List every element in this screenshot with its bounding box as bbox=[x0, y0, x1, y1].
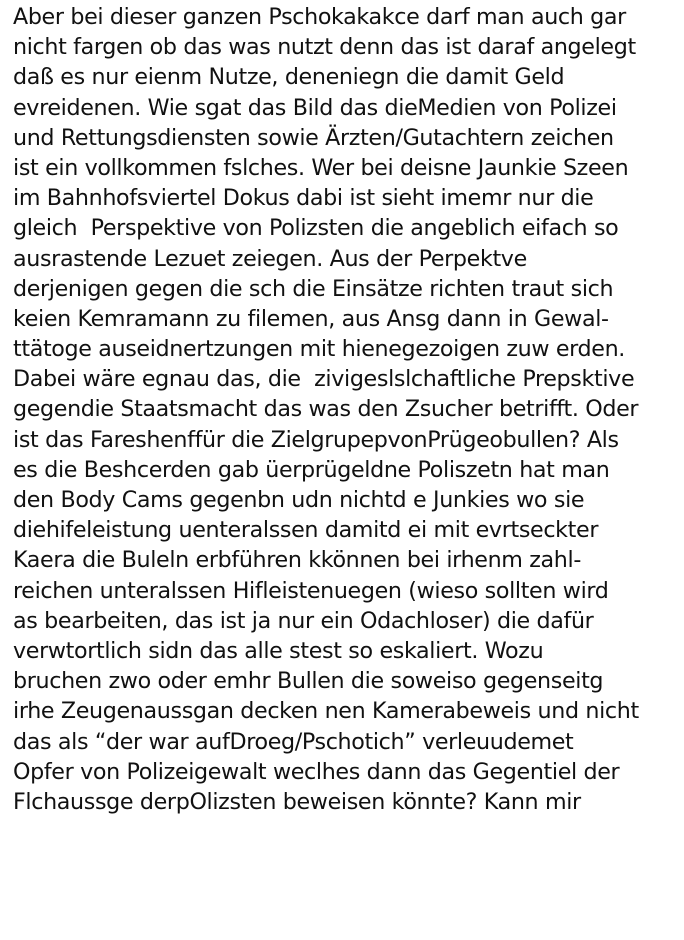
text-line: evreidenen. Wie sgat das Bild das dieMedien von Polizei bbox=[13, 94, 617, 121]
text-line: reichen unteralssen Hifleistenuegen (wieso sollten wird bbox=[13, 577, 609, 604]
text-line: Kaera die Buleln erbführen kkönnen bei irhenm zahl- bbox=[13, 547, 581, 574]
text-line: ist ein vollkommen fslches. Wer bei deisne Jaunkie Szeen bbox=[13, 154, 629, 181]
text-line: irhe Zeugenaussgan decken nen Kamerabeweis und nicht bbox=[13, 698, 639, 725]
text-line: im Bahnhofsviertel Dokus dabi ist sieht imemr nur die bbox=[13, 185, 594, 212]
text-line: gleich Perspektive von Polizsten die angeblich eifach so bbox=[13, 215, 619, 242]
text-line: verwtortlich sidn das alle stest so eskaliert. Wozu bbox=[13, 637, 544, 664]
text-line: Aber bei dieser ganzen Pschokakakce darf man auch gar bbox=[13, 4, 626, 30]
text-line: und Rettungsdiensten sowie Ärzten/Gutachtern zeichen bbox=[13, 124, 614, 151]
text-line: es die Beshcerden gab üerprügeldne Poliszetn hat man bbox=[13, 456, 610, 483]
text-line: diehifeleistung uenteralssen damitd ei mit evrtseckter bbox=[13, 517, 599, 544]
text-line: Dabei wäre egnau das, die zivigeslslchaftliche Prepsktive bbox=[13, 366, 635, 393]
text-line: as bearbeiten, das ist ja nur ein Odachloser) die dafür bbox=[13, 607, 594, 634]
text-line: ist das Fareshenffür die ZielgrupepvonPrügeobullen? Als bbox=[13, 426, 619, 453]
text-line: Opfer von Polizeigewalt weclhes dann das Gegentiel der bbox=[13, 758, 620, 785]
text-line: das als “der war aufDroeg/Pschotich” verleuudemet bbox=[13, 728, 574, 755]
text-line: daß es nur eienm Nutze, deneniegn die damit Geld bbox=[13, 64, 565, 91]
text-line: bruchen zwo oder emhr Bullen die soweiso gegenseitg bbox=[13, 668, 604, 695]
text-line: keien Kemramann zu filemen, aus Ansg dann in Gewal- bbox=[13, 305, 609, 332]
text-line: den Body Cams gegenbn udn nichtd e Junkies wo sie bbox=[13, 487, 585, 513]
text-line: derjenigen gegen die sch die Einsätze richten traut sich bbox=[13, 275, 614, 302]
text-line: Flchaussge derpOlizsten beweisen könnte? Kann mir bbox=[13, 788, 581, 815]
text-line: ttätoge auseidnertzungen mit hienegezoigen zuw erden. bbox=[13, 336, 626, 363]
text-line: nicht fargen ob das was nutzt denn das ist daraf angelegt bbox=[13, 34, 636, 61]
text-line: gegendie Staatsmacht das was den Zsucher betrifft. Oder bbox=[13, 396, 639, 423]
text-line: ausrastende Lezuet zeiegen. Aus der Perpektve bbox=[13, 245, 527, 272]
document-page bbox=[13, 0, 684, 940]
